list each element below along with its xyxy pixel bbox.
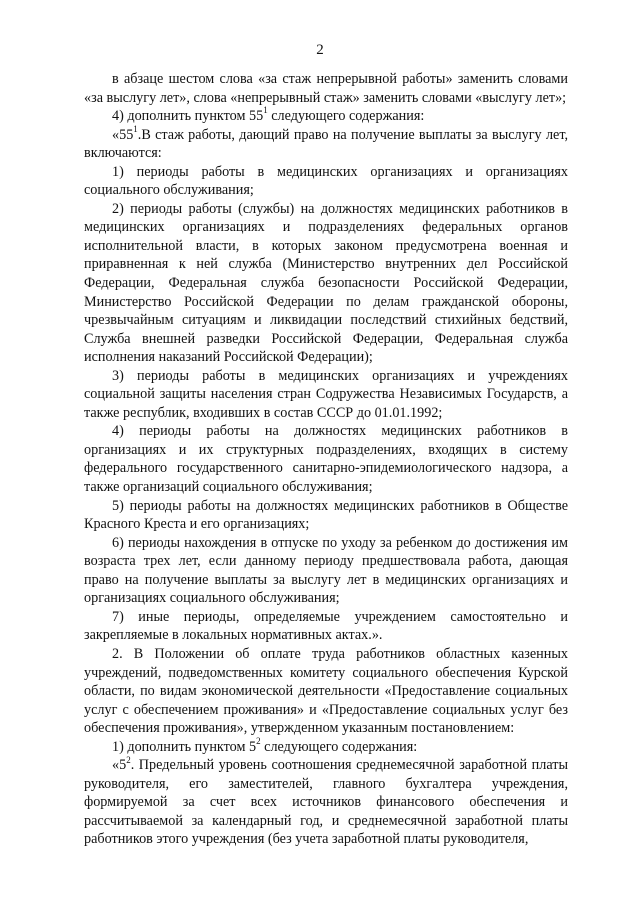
text-run: .В стаж работы, дающий право на получение выплаты за выслугу лет, включаются: bbox=[84, 126, 568, 162]
paragraph-p-07 bbox=[84, 422, 568, 496]
text-run: 6) периоды нахождения в отпуске по уходу за ребенком до достижения им возраста трех лет, если данному периоду предшествовала работа, дающая право на получение выплаты за выслугу лет в медицинских организациях и организациях социального обслуживания; bbox=[84, 534, 568, 607]
text-run: 1) периоды работы в медицинских организациях и организациях социального обслуживания; bbox=[84, 163, 568, 199]
superscript: 2 bbox=[126, 754, 131, 765]
paragraph-p-03 bbox=[84, 123, 568, 163]
text-run: следующего содержания: bbox=[260, 738, 418, 755]
paragraph-p-06 bbox=[84, 367, 568, 423]
text-run: в абзаце шестом слова «за стаж непрерывной работы» заменить словами «за выслугу лет», слова «непрерывный стаж» заменить словами «выслугу лет»; bbox=[84, 71, 568, 106]
text-run: . Предельный уровень соотношения среднемесячной заработной платы руководителя, его заместителей, главного бухгалтера учреждения, формируемой за счет всех источников финансового обеспечения и рассчитываемой за календарный год, и среднемесячной заработной платы работников этого учреждения (без учета заработной платы руководителя, bbox=[84, 757, 568, 848]
paragraph-p-04 bbox=[84, 163, 568, 200]
text-run: 7) иные периоды, определяемые учреждением самостоятельно и закрепляемые в локальных нормативных актах.». bbox=[84, 608, 568, 644]
paragraph-p-02 bbox=[84, 107, 568, 126]
superscript: 1 bbox=[133, 123, 138, 134]
text-run: 5) периоды работы на должностях медицинских работников в Обществе Красного Креста и его организациях; bbox=[84, 497, 568, 533]
text-run: 4) периоды работы на должностях медицинских работников в организациях и их структурных подразделениях, входящих в систему федерального государственного санитарно-эпидемиологического надзора, а также организаций социального обслуживания; bbox=[84, 423, 568, 496]
paragraph-p-12 bbox=[84, 735, 568, 757]
superscript: 1 bbox=[263, 105, 268, 116]
text-run: следующего содержания: bbox=[267, 108, 425, 125]
text-run: «55 bbox=[112, 126, 134, 143]
text-run: 1) дополнить пунктом 5 bbox=[112, 738, 257, 755]
superscript: 2 bbox=[256, 735, 261, 746]
paragraph-p-10 bbox=[84, 608, 568, 645]
text-run: 2) периоды работы (службы) на должностях медицинских работников в медицинских организациях и подразделениях федеральных органов исполнительной власти, в которых законом предусмотрена военная и приравненная к ней служба (Министерство внутренних дел Российской Федерации, Федеральная служба безопасности Российской Федерации, Министерство Российской Федерации по делам гражданской обороны, чрезвычайным ситуациям и ликвидации последствий стихийных бедствий, Служба внешней разведки Российской Федерации, Федеральная служба исполнения наказаний Российской Федерации); bbox=[84, 200, 568, 366]
document-body bbox=[84, 70, 568, 849]
paragraph-p-13 bbox=[84, 756, 568, 849]
paragraph-p-05 bbox=[84, 200, 568, 367]
paragraph-p-01 bbox=[84, 70, 568, 107]
text-run: 4) дополнить пунктом 55 bbox=[112, 108, 264, 125]
text-run: 2. В Положении об оплате труда работников областных казенных учреждений, подведомственных комитету социального обеспечения Курской области, по видам экономической деятельности «Предоставление социальных услуг с обеспечением проживания» и «Предоставление социальных услуг без обеспечения проживания», утвержденном указанным постановлением: bbox=[84, 645, 568, 737]
page-number: 2 bbox=[316, 42, 324, 58]
text-run: «5 bbox=[112, 757, 127, 774]
paragraph-p-09 bbox=[84, 534, 568, 608]
paragraph-p-08 bbox=[84, 497, 568, 534]
paragraph-p-11 bbox=[84, 645, 568, 738]
text-run: 3) периоды работы в медицинских организациях и учреждениях социальной защиты населения стран Содружества Независимых Государств, а также республик, входивших в состав СССР до 01.01.1992; bbox=[84, 367, 568, 421]
